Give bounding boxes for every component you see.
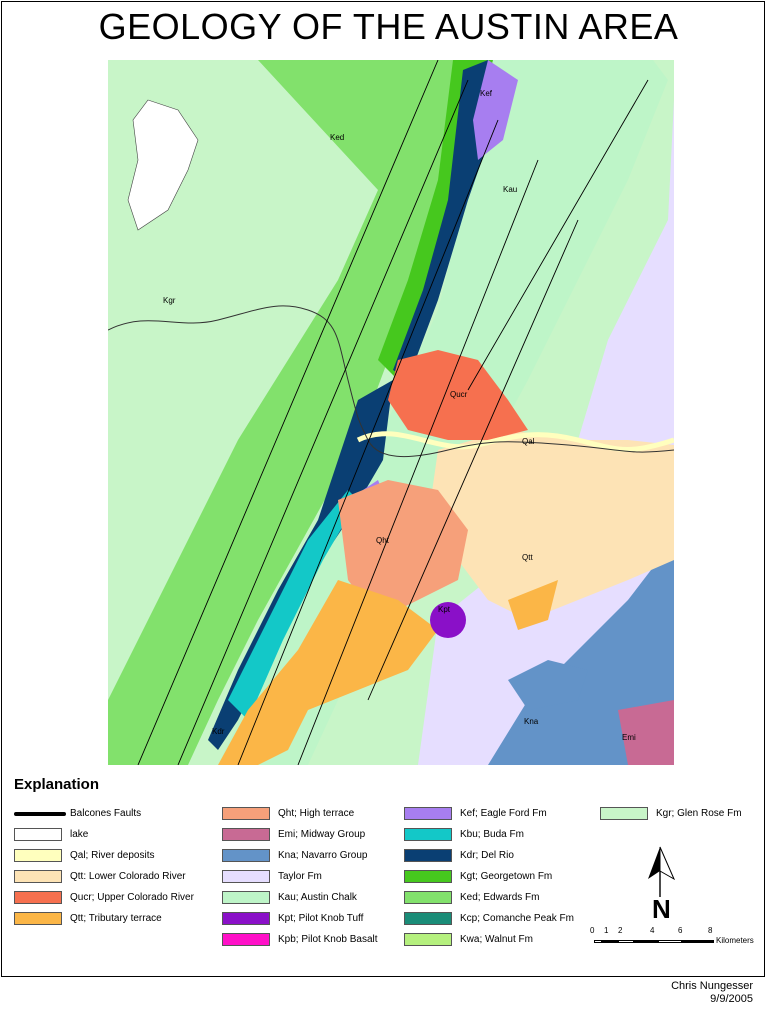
scale-tick: 8 bbox=[708, 926, 713, 935]
legend-item bbox=[404, 911, 574, 928]
geology-map bbox=[108, 60, 674, 765]
legend-swatch bbox=[14, 912, 62, 925]
legend-label: Ked; Edwards Fm bbox=[460, 892, 540, 903]
map-label-kgr: Kgr bbox=[163, 296, 176, 305]
legend-label: Kef; Eagle Ford Fm bbox=[460, 808, 547, 819]
map-label-qtt: Qtt bbox=[522, 553, 533, 562]
legend-heading: Explanation bbox=[14, 776, 100, 793]
legend-label: Taylor Fm bbox=[278, 871, 322, 882]
legend-swatch bbox=[222, 849, 270, 862]
legend-item bbox=[404, 869, 574, 886]
legend-item bbox=[222, 806, 392, 823]
legend-item bbox=[14, 806, 184, 823]
legend-swatch bbox=[222, 912, 270, 925]
legend-item bbox=[222, 932, 392, 949]
legend-swatch bbox=[222, 891, 270, 904]
legend-label: Kpb; Pilot Knob Basalt bbox=[278, 934, 378, 945]
legend-swatch bbox=[404, 807, 452, 820]
legend-item bbox=[14, 827, 184, 844]
legend-swatch bbox=[222, 807, 270, 820]
scale-tick: 2 bbox=[618, 926, 623, 935]
scale-tick: 1 bbox=[604, 926, 609, 935]
legend-swatch bbox=[600, 807, 648, 820]
map-label-kef: Kef bbox=[480, 89, 493, 98]
legend-label: Kbu; Buda Fm bbox=[460, 829, 524, 840]
legend-swatch bbox=[404, 849, 452, 862]
legend-label: Kgt; Georgetown Fm bbox=[460, 871, 553, 882]
map-label-kpt: Kpt bbox=[438, 605, 451, 614]
north-label: N bbox=[652, 894, 671, 924]
legend-label: Kna; Navarro Group bbox=[278, 850, 368, 861]
legend-item bbox=[14, 869, 184, 886]
map-label-kdr: Kdr bbox=[212, 727, 225, 736]
legend-label: Balcones Faults bbox=[70, 808, 142, 819]
map-label-ked: Ked bbox=[330, 133, 345, 142]
legend-item bbox=[600, 806, 770, 823]
legend-label: Kcp; Comanche Peak Fm bbox=[460, 913, 574, 924]
legend-label: Kwa; Walnut Fm bbox=[460, 934, 533, 945]
legend-swatch bbox=[404, 891, 452, 904]
legend-label: Kau; Austin Chalk bbox=[278, 892, 357, 903]
fault-symbol bbox=[14, 812, 66, 816]
legend-item bbox=[222, 848, 392, 865]
legend-label: Kdr; Del Rio bbox=[460, 850, 514, 861]
legend-swatch bbox=[404, 870, 452, 883]
map-label-qucr: Qucr bbox=[450, 390, 468, 399]
legend-swatch bbox=[14, 891, 62, 904]
legend-swatch bbox=[222, 870, 270, 883]
legend-label: Qucr; Upper Colorado River bbox=[70, 892, 194, 903]
map-label-emi: Emi bbox=[622, 733, 636, 742]
legend-label: Qtt: Lower Colorado River bbox=[70, 871, 186, 882]
legend-item bbox=[14, 911, 184, 928]
scale-tick: 0 bbox=[590, 926, 595, 935]
scale-tick: 6 bbox=[678, 926, 683, 935]
legend-item bbox=[14, 848, 184, 865]
credit-date: 9/9/2005 bbox=[710, 993, 753, 1005]
legend-item bbox=[404, 932, 574, 949]
legend-swatch bbox=[14, 870, 62, 883]
legend-swatch bbox=[222, 933, 270, 946]
map-label-kau: Kau bbox=[503, 185, 518, 194]
scale-tick: 4 bbox=[650, 926, 655, 935]
legend-item bbox=[222, 890, 392, 907]
legend-item bbox=[222, 869, 392, 886]
legend-swatch bbox=[14, 849, 62, 862]
legend-item bbox=[222, 911, 392, 928]
legend-item bbox=[404, 848, 574, 865]
legend-item bbox=[404, 827, 574, 844]
legend-label: Emi; Midway Group bbox=[278, 829, 366, 840]
legend-item bbox=[14, 890, 194, 907]
legend-item bbox=[404, 806, 574, 823]
scale-unit: Kilometers bbox=[716, 936, 754, 945]
credit bbox=[671, 980, 753, 1006]
legend-label: Qht; High terrace bbox=[278, 808, 355, 819]
map-label-qal: Qal bbox=[522, 437, 535, 446]
legend-label: Qtt; Tributary terrace bbox=[70, 913, 162, 924]
legend-item bbox=[404, 890, 574, 907]
map-label-qht: Qht bbox=[376, 536, 389, 545]
legend-label: Kpt; Pilot Knob Tuff bbox=[278, 913, 364, 924]
legend-label: Kgr; Glen Rose Fm bbox=[656, 808, 742, 819]
map-title: GEOLOGY OF THE AUSTIN AREA bbox=[98, 6, 679, 47]
legend-swatch bbox=[222, 828, 270, 841]
legend-swatch bbox=[404, 912, 452, 925]
legend-label: Qal; River deposits bbox=[70, 850, 155, 861]
credit-author: Chris Nungesser bbox=[671, 980, 753, 992]
legend-item bbox=[222, 827, 392, 844]
map-label-kna: Kna bbox=[524, 717, 539, 726]
legend-label: lake bbox=[70, 829, 89, 840]
legend-swatch bbox=[404, 933, 452, 946]
legend-swatch bbox=[14, 828, 62, 841]
legend-swatch bbox=[404, 828, 452, 841]
